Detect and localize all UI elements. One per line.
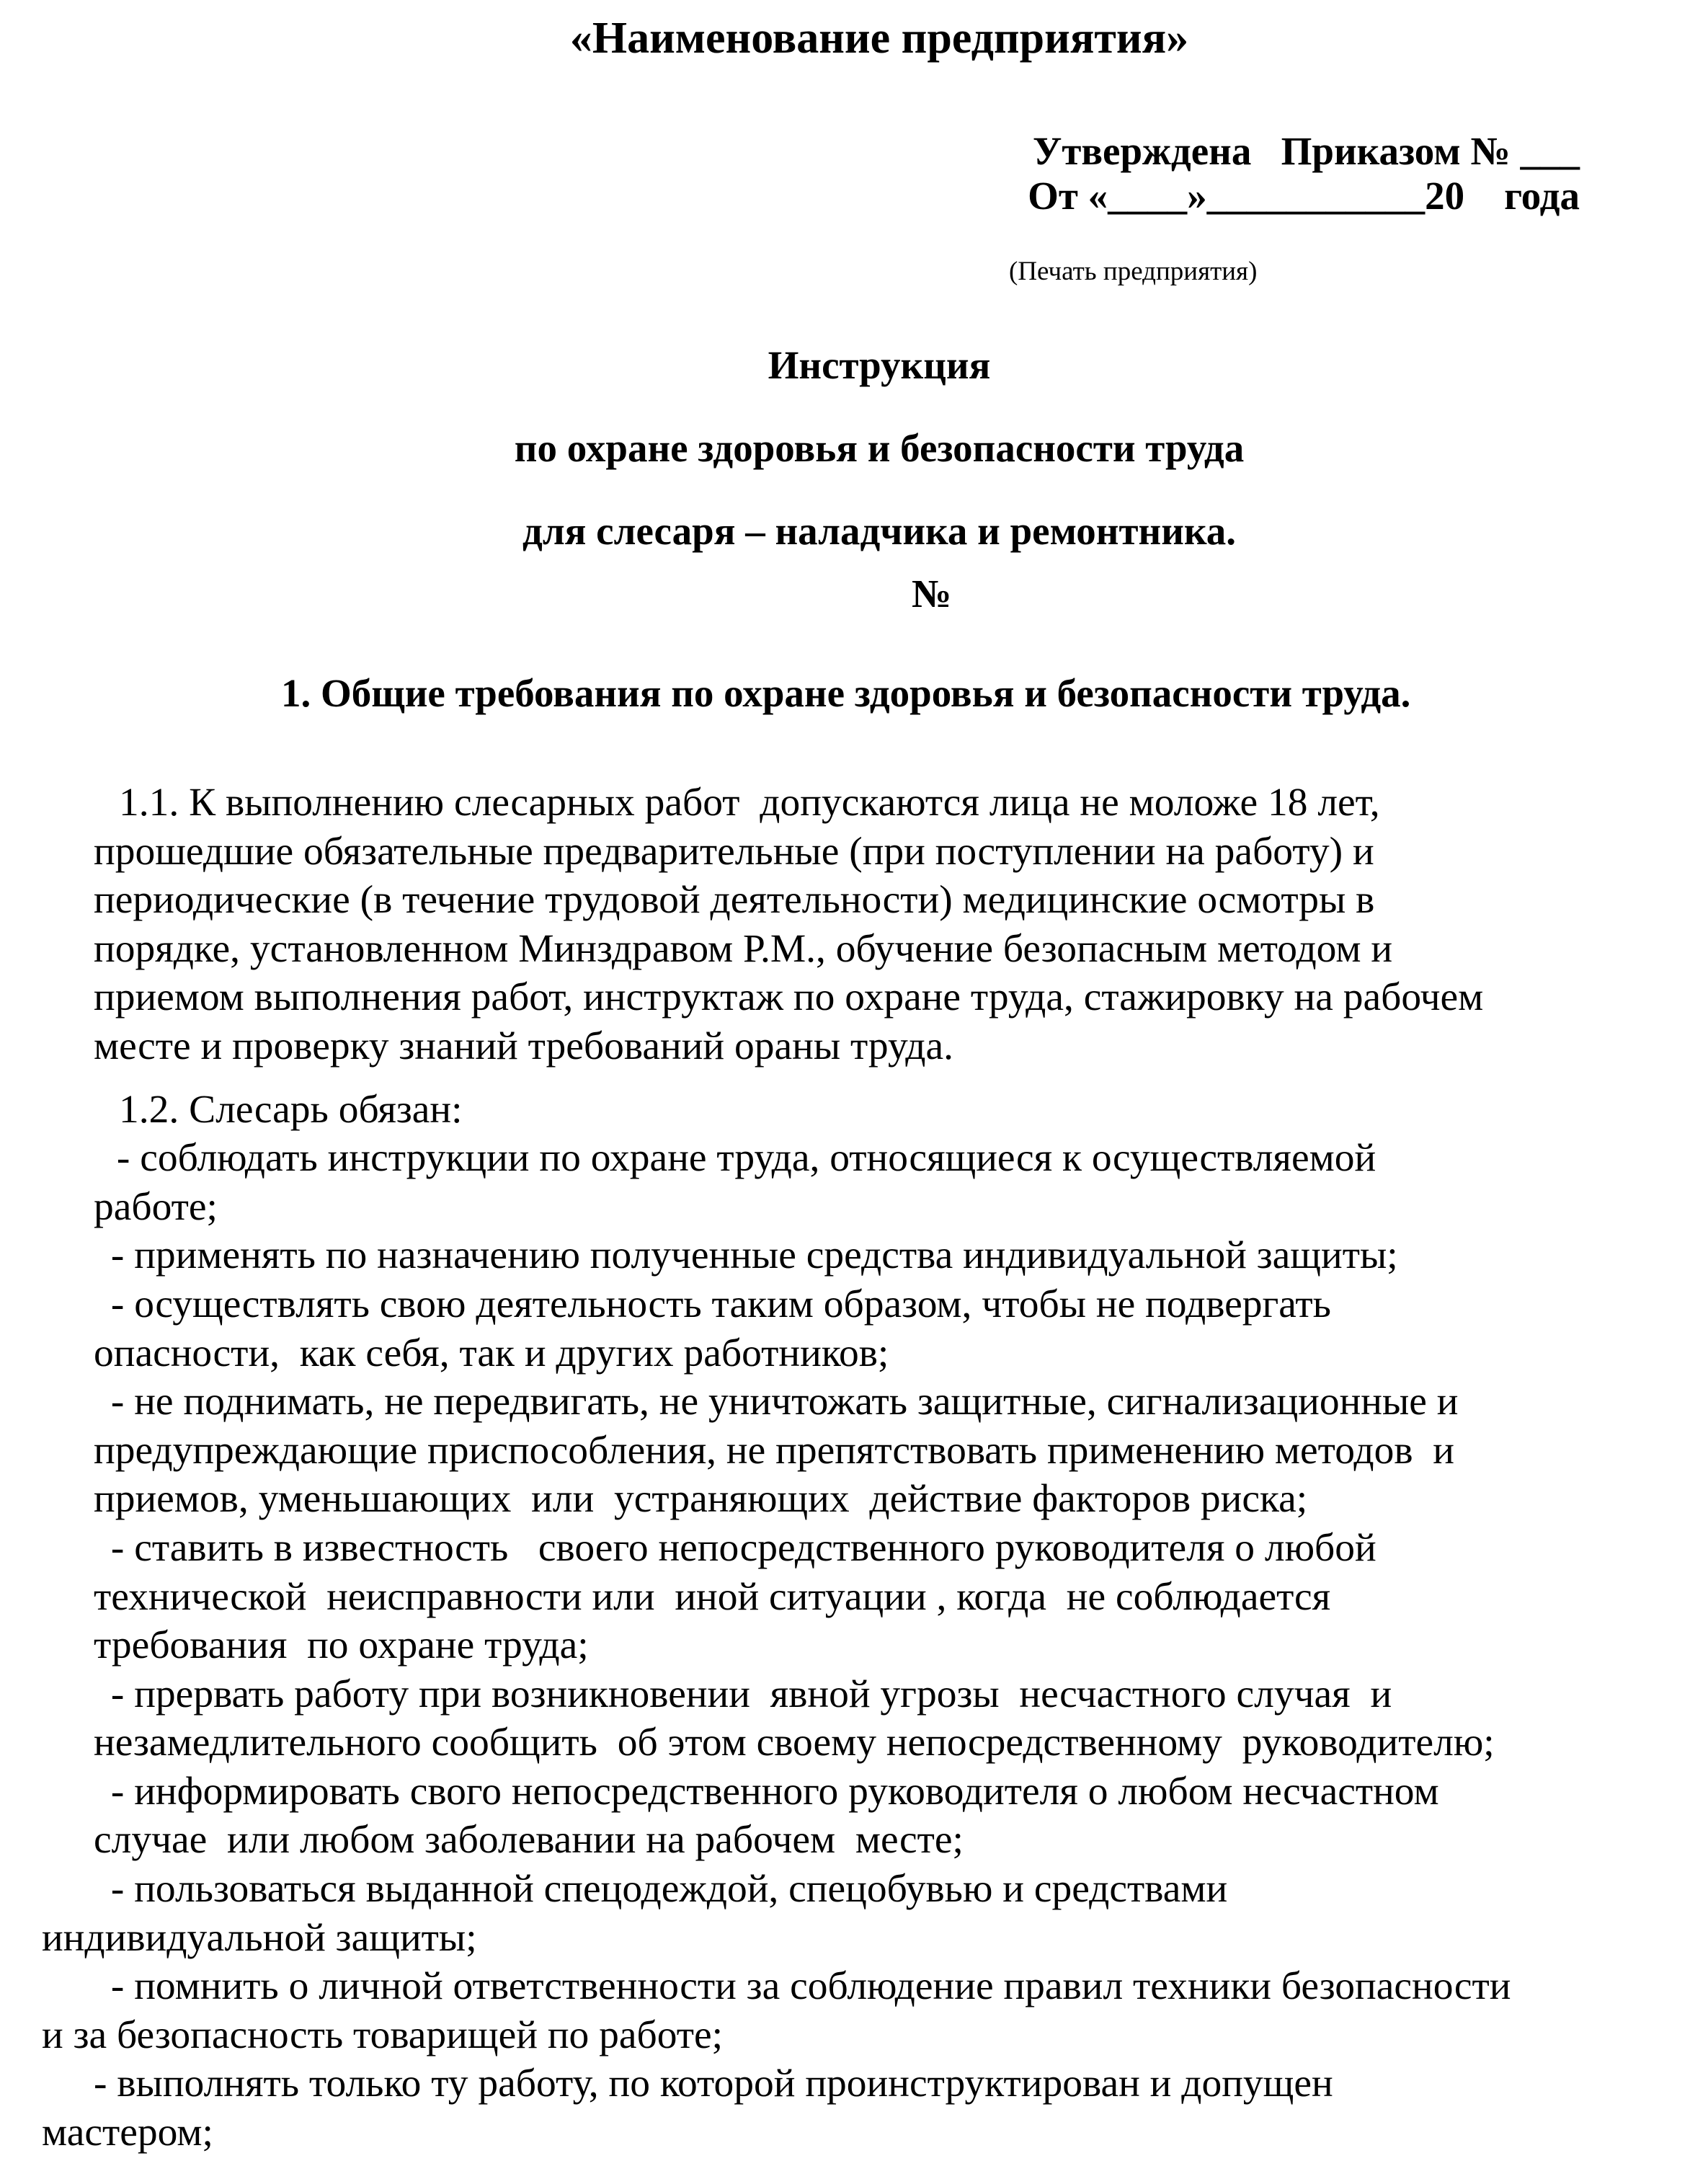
approval-date-line: От «____»___________20 года [1028, 174, 1580, 218]
paragraph-line: прошедшие обязательные предварительные (при поступлении на работу) и [94, 829, 1374, 874]
list-item: работе; [94, 1184, 218, 1229]
list-item: - выполнять только ту работу, по которой проинструктирован и допущен [94, 2062, 1333, 2106]
list-item: - применять по назначению полученные средства индивидуальной защиты; [101, 1233, 1398, 1278]
paragraph-line: месте и проверку знаний требований ораны труда. [94, 1024, 953, 1068]
list-item: требования по охране труда; [94, 1623, 589, 1668]
list-item: - не поднимать, не передвигать, не уничтожать защитные, сигнализационные и [101, 1380, 1459, 1424]
stamp-placeholder: (Печать предприятия) [1009, 257, 1258, 286]
list-item: - пользоваться выданной спецодеждой, спецобувью и средствами [101, 1867, 1228, 1912]
list-item: приемов, уменьшающих или устраняющих действие факторов риска; [94, 1477, 1308, 1522]
section-body [0, 778, 1708, 2157]
doc-title: Инструкция [768, 343, 991, 387]
list-item: случае или любом заболевании на рабочем месте; [94, 1818, 964, 1863]
list-item: - осуществлять свою деятельность таким образом, чтобы не подвергать [101, 1282, 1331, 1326]
paragraph-line: порядке, установленном Минздравом Р.М., обучение безопасным методом и [94, 926, 1393, 971]
paragraph-line: периодические (в течение трудовой деятельности) медицинские осмотры в [94, 878, 1375, 923]
list-item: - соблюдать инструкции по охране труда, относящиеся к осуществляемой [107, 1136, 1376, 1181]
list-item: предупреждающие приспособления, не препятствовать применению методов и [94, 1428, 1455, 1473]
doc-number: № [912, 572, 952, 616]
list-item: мастером; [42, 2111, 213, 2155]
list-item: - помнить о личной ответственности за соблюдение правил техники безопасности [101, 1964, 1511, 2009]
paragraph-line: 1.2. Слесарь обязан: [119, 1087, 463, 1132]
list-item: индивидуальной защиты; [42, 1915, 477, 1960]
paragraph-line: 1.1. К выполнению слесарных работ допускаются лица не моложе 18 лет, [119, 781, 1380, 825]
list-item: - прервать работу при возникновении явной угрозы несчастного случая и [101, 1672, 1392, 1716]
paragraph-line: приемом выполнения работ, инструктаж по охране труда, стажировку на рабочем [94, 975, 1484, 1020]
doc-subtitle-2: для слесаря – наладчика и ремонтника. [522, 509, 1236, 553]
approval-line: Утверждена Приказом № ___ [1032, 129, 1580, 173]
list-item: - информировать свого непосредственного руководителя о любом несчастном [101, 1769, 1439, 1814]
list-item: технической неисправности или иной ситуации , когда не соблюдается [94, 1574, 1331, 1619]
company-name: «Наименование предприятия» [569, 14, 1189, 63]
list-item: и за безопасность товарищей по работе; [42, 2013, 724, 2057]
list-item: опасности, как себя, так и других работников; [94, 1331, 889, 1375]
doc-subtitle-1: по охране здоровья и безопасности труда [514, 426, 1245, 470]
list-item: незамедлительного сообщить об этом своему непосредственному руководителю; [94, 1721, 1495, 1765]
section-heading: 1. Общие требования по охране здоровья и безопасности труда. [281, 671, 1411, 715]
list-item: - ставить в известность своего непосредственного руководителя о любой [101, 1525, 1376, 1570]
